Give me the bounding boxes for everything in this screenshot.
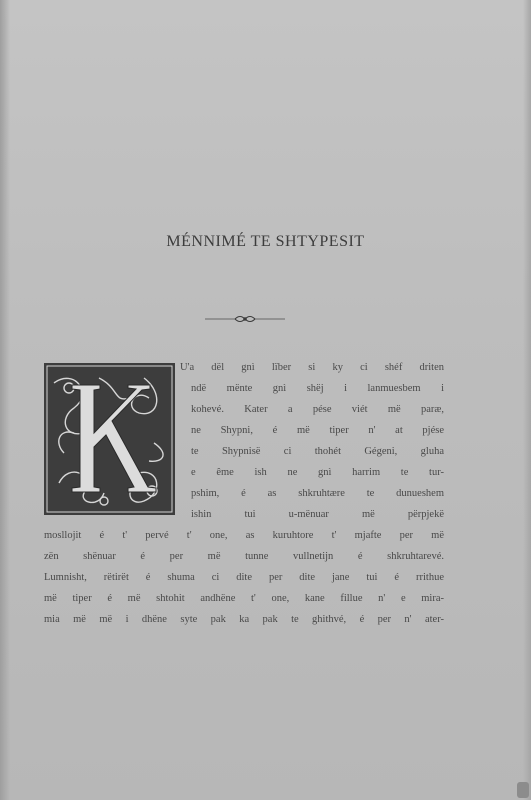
body-line: mia më më i dhëne syte pak ka pak te ghithvé, é per n' ater- bbox=[44, 614, 444, 625]
body-line: më tiper é më shtohit andhëne t' one, kane fillue n' e mira- bbox=[44, 593, 444, 604]
body-line: mosllojit é t' pervé t' one, as kuruhtore t' mjafte per më bbox=[44, 530, 444, 541]
page-title: MÉNNIMÉ TE SHTYPESIT bbox=[166, 233, 365, 250]
body-line: ishin tui u-mënuar më përpjekë bbox=[191, 509, 444, 520]
body-line: kohevé. Kater a pése viét më paræ, bbox=[191, 404, 444, 415]
body-line: ne Shypni, é më tiper n' at pjése bbox=[191, 425, 444, 436]
body-line: te Shypnisë ci thohét Gégeni, gluha bbox=[191, 446, 444, 457]
body-line: ndë mënte gnì shëj i lanmuesbem i bbox=[191, 383, 444, 394]
body-line: zën shënuar é per më tunne vullnetijn é shkruhtarevé. bbox=[44, 551, 444, 562]
body-line: U'a dël gnì lïber si ky ci shéf driten bbox=[180, 362, 444, 373]
body-line: pshim, é as shkruhtære te dunueshem bbox=[191, 488, 444, 499]
paper-stain bbox=[517, 782, 529, 798]
body-line: Lumnisht, rëtirët é shuma ci dite per dite jane tui é rrithue bbox=[44, 572, 444, 583]
body-line: e ême ish ne gnì harrim te tur- bbox=[191, 467, 444, 478]
